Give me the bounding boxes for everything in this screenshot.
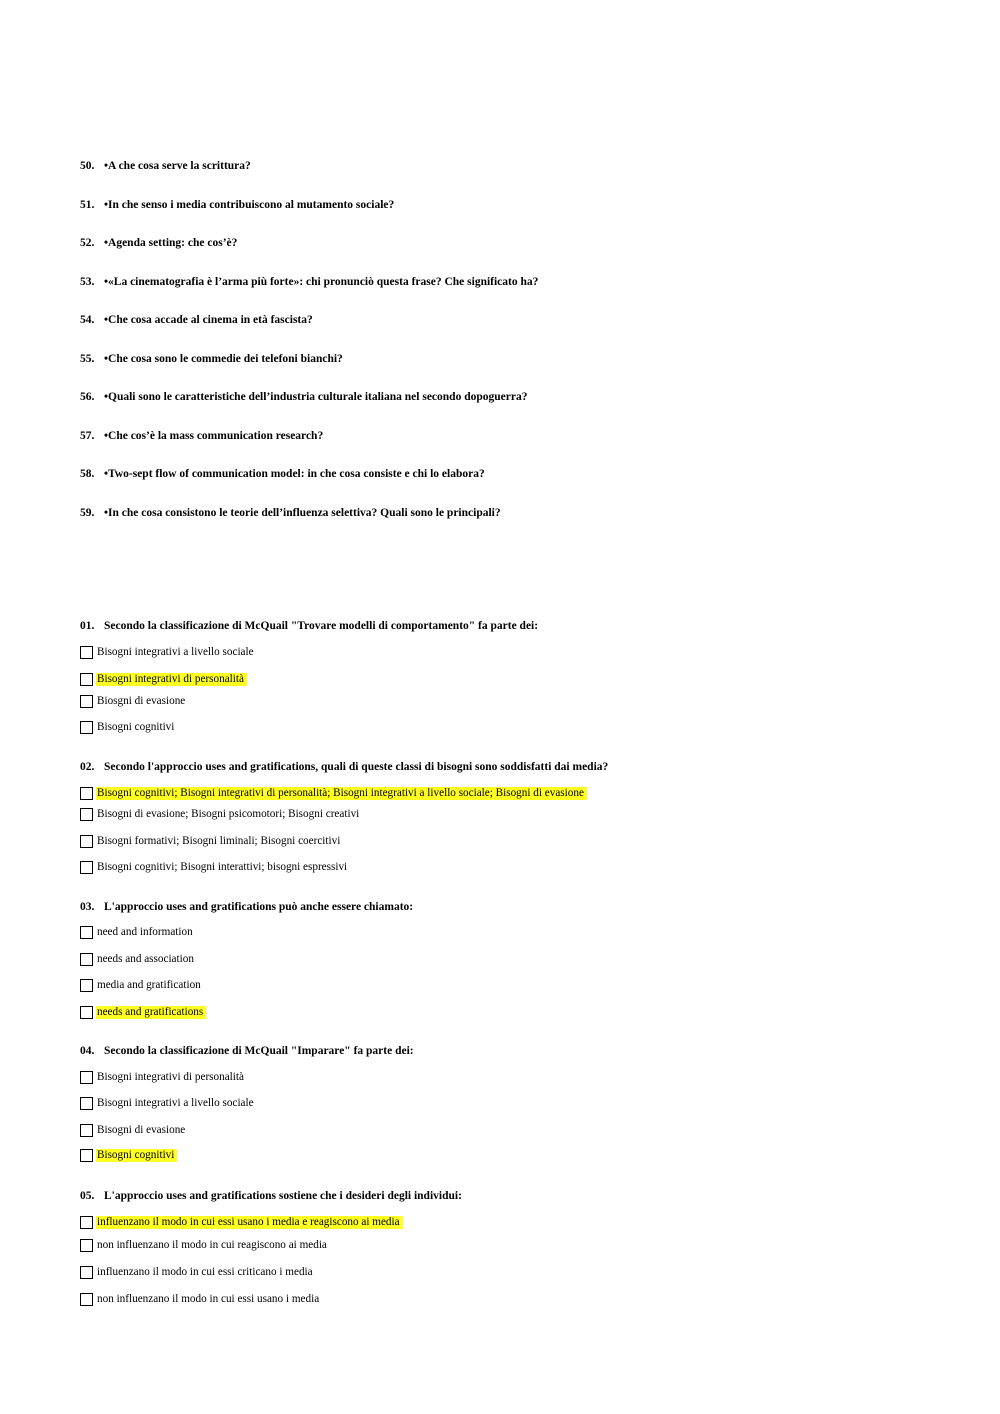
answer-option[interactable]: Bisogni di evasione: [80, 1123, 188, 1139]
answer-option[interactable]: Bisogni cognitivi; Bisogni interattivi; bisogni espressivi: [80, 860, 350, 876]
checkbox[interactable]: [80, 1006, 93, 1019]
answer-option[interactable]: Bisogni integrativi di personalità: [80, 1070, 247, 1086]
answer-option[interactable]: media and gratification: [80, 978, 204, 994]
checkbox[interactable]: [80, 1124, 93, 1137]
checkbox[interactable]: [80, 695, 93, 708]
answer-option[interactable]: Biosgni di evasione: [80, 694, 188, 710]
checkbox[interactable]: [80, 808, 93, 821]
checkbox[interactable]: [80, 835, 93, 848]
checkbox[interactable]: [80, 721, 93, 734]
open-question: 54. •Che cosa accade al cinema in età fascista?: [80, 314, 313, 326]
answer-option[interactable]: Bisogni di evasione; Bisogni psicomotori; Bisogni creativi: [80, 807, 362, 823]
answer-option[interactable]: need and information: [80, 925, 196, 941]
answer-option[interactable]: non influenzano il modo in cui reagiscono ai media: [80, 1238, 330, 1254]
answer-option-highlighted[interactable]: Bisogni cognitivi: [80, 1148, 177, 1164]
checkbox[interactable]: [80, 979, 93, 992]
answer-option-highlighted[interactable]: Bisogni cognitivi; Bisogni integrativi di personalità; Bisogni integrativi a livello sociale; Bisogni di evasione: [80, 786, 587, 802]
checkbox[interactable]: [80, 646, 93, 659]
checkbox[interactable]: [80, 1149, 93, 1162]
question-text: 05. L'approccio uses and gratifications sostiene che i desideri degli individui:: [80, 1190, 462, 1202]
answer-option[interactable]: influenzano il modo in cui essi criticano i media: [80, 1265, 316, 1281]
answer-option[interactable]: Bisogni integrativi a livello sociale: [80, 645, 257, 661]
open-question: 53. •«La cinematografia è l’arma più forte»: chi pronunciò questa frase? Che significato ha?: [80, 276, 539, 288]
checkbox[interactable]: [80, 953, 93, 966]
open-question: 55. •Che cosa sono le commedie dei telefoni bianchi?: [80, 353, 343, 365]
open-question: 59. •In che cosa consistono le teorie dell’influenza selettiva? Quali sono le principali?: [80, 507, 501, 519]
answer-option[interactable]: needs and association: [80, 952, 197, 968]
checkbox[interactable]: [80, 1266, 93, 1279]
question-text: 03. L'approccio uses and gratifications può anche essere chiamato:: [80, 901, 414, 913]
open-question: 52. •Agenda setting: che cos’è?: [80, 237, 238, 249]
checkbox[interactable]: [80, 673, 93, 686]
answer-option[interactable]: Bisogni cognitivi: [80, 720, 177, 736]
question-text: 01. Secondo la classificazione di McQuail "Trovare modelli di comportamento" fa parte dei:: [80, 620, 539, 632]
question-text: 02. Secondo l'approccio uses and gratifications, quali di queste classi di bisogni sono soddisfatti dai media?: [80, 761, 609, 773]
checkbox[interactable]: [80, 1071, 93, 1084]
answer-option[interactable]: Bisogni formativi; Bisogni liminali; Bisogni coercitivi: [80, 834, 343, 850]
checkbox[interactable]: [80, 787, 93, 800]
answer-option-highlighted[interactable]: influenzano il modo in cui essi usano i media e reagiscono ai media: [80, 1215, 403, 1231]
open-question: 56. •Quali sono le caratteristiche dell’industria culturale italiana nel secondo dopoguerra?: [80, 391, 528, 403]
open-question: 57. •Che cos’è la mass communication research?: [80, 430, 324, 442]
answer-option[interactable]: non influenzano il modo in cui essi usano i media: [80, 1292, 322, 1308]
answer-option-highlighted[interactable]: needs and gratifications: [80, 1005, 206, 1021]
checkbox[interactable]: [80, 1293, 93, 1306]
open-question: 50. •A che cosa serve la scrittura?: [80, 160, 251, 172]
open-question: 58. •Two-sept flow of communication model: in che cosa consiste e chi lo elabora?: [80, 468, 485, 480]
checkbox[interactable]: [80, 1216, 93, 1229]
open-question: 51. •In che senso i media contribuiscono al mutamento sociale?: [80, 199, 395, 211]
question-text: 04. Secondo la classificazione di McQuail "Imparare" fa parte dei:: [80, 1045, 414, 1057]
checkbox[interactable]: [80, 1097, 93, 1110]
answer-option-highlighted[interactable]: Bisogni integrativi di personalità: [80, 672, 247, 688]
checkbox[interactable]: [80, 926, 93, 939]
checkbox[interactable]: [80, 861, 93, 874]
answer-option[interactable]: Bisogni integrativi a livello sociale: [80, 1096, 257, 1112]
checkbox[interactable]: [80, 1239, 93, 1252]
